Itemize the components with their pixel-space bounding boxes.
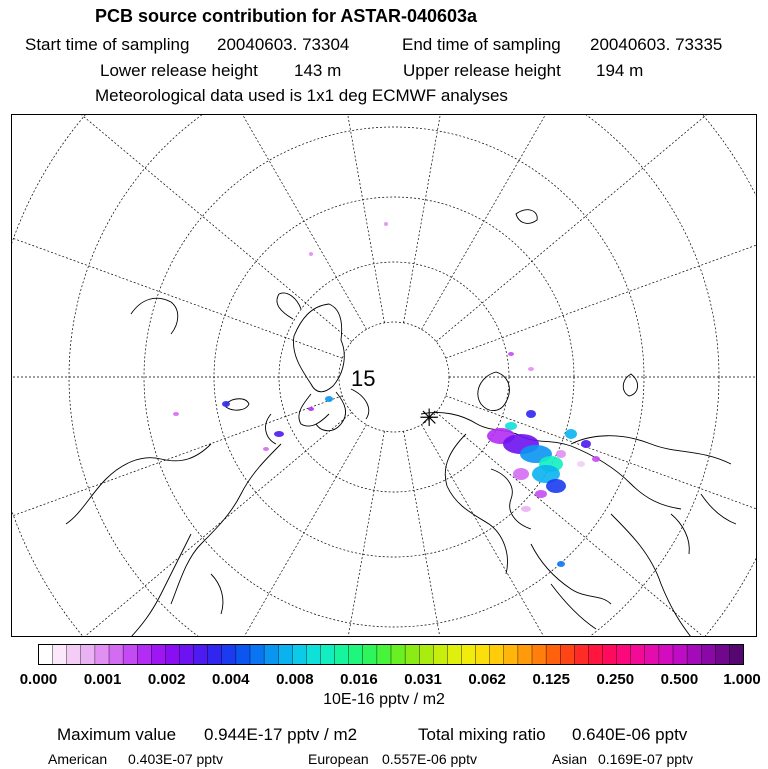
colorbar-tick-label: 0.250 <box>596 671 635 688</box>
colorbar-cell <box>67 645 81 665</box>
colorbar-cell <box>335 645 349 665</box>
colorbar-cell <box>603 645 617 665</box>
plume-cell <box>222 401 230 407</box>
plume-cell <box>535 490 547 498</box>
colorbar-cell <box>292 645 306 665</box>
plume-cell <box>521 506 531 512</box>
plume-cell <box>173 412 179 416</box>
colorbar-cell <box>617 645 631 665</box>
colorbar-cell <box>546 645 560 665</box>
lower-release-value: 143 m <box>294 61 342 80</box>
colorbar-cell <box>673 645 687 665</box>
colorbar-tick-label: 0.500 <box>660 671 699 688</box>
colorbar-cell <box>419 645 433 665</box>
colorbar-cell <box>165 645 179 665</box>
colorbar-cell <box>433 645 447 665</box>
colorbar-cell <box>278 645 292 665</box>
plume-cell <box>384 222 388 226</box>
colorbar-tick-label: 0.000 <box>19 671 58 688</box>
colorbar-cell <box>123 645 137 665</box>
colorbar-cell <box>53 645 67 665</box>
colorbar-cell <box>574 645 588 665</box>
colorbar-cell <box>518 645 532 665</box>
colorbar-cell <box>264 645 278 665</box>
colorbar-cell <box>447 645 461 665</box>
colorbar-cell <box>504 645 518 665</box>
plume-cell <box>309 252 313 256</box>
european-label: European <box>308 751 369 767</box>
colorbar-cell <box>236 645 250 665</box>
colorbar-cell <box>180 645 194 665</box>
colorbar-cell <box>81 645 95 665</box>
plume-cell <box>592 456 600 462</box>
asian-label: Asian <box>552 751 588 767</box>
american-value: 0.403E-07 pptv <box>128 751 223 767</box>
plume-cell <box>565 429 577 439</box>
colorbar-cell <box>687 645 701 665</box>
colorbar-cell <box>349 645 363 665</box>
plume-cell <box>546 479 566 493</box>
colorbar-cell <box>405 645 419 665</box>
plume-cell <box>274 431 284 437</box>
total-mixing-value: 0.640E-06 pptv <box>572 725 688 744</box>
start-time-label: Start time of sampling <box>25 35 190 54</box>
colorbar-tick-label: 0.125 <box>532 671 571 688</box>
colorbar-tick-label: 0.008 <box>276 671 314 688</box>
total-mixing-label: Total mixing ratio <box>418 725 546 744</box>
colorbar-cell <box>321 645 335 665</box>
plume-cell <box>263 447 269 451</box>
plume-cell <box>505 422 517 430</box>
colorbar-tick-label: 0.004 <box>211 671 250 688</box>
colorbar-cell <box>701 645 715 665</box>
end-time-label: End time of sampling <box>402 35 561 54</box>
colorbar-cell <box>151 645 165 665</box>
plume-cell <box>308 407 314 411</box>
colorbar-cell <box>391 645 405 665</box>
start-time-value: 20040603. 73304 <box>217 35 350 54</box>
met-data-line: Meteorological data used is 1x1 deg ECMWF analyses <box>95 86 508 105</box>
colorbar <box>0 640 768 690</box>
colorbar-tick-label: 1.000 <box>723 671 761 688</box>
plume-cell <box>325 396 333 402</box>
colorbar-cell <box>194 645 208 665</box>
upper-release-value: 194 m <box>596 61 644 80</box>
colorbar-cell <box>476 645 490 665</box>
polar-map <box>11 114 757 637</box>
max-value: 0.944E-17 pptv / m2 <box>204 725 358 744</box>
lower-release-label: Lower release height <box>100 61 258 80</box>
plume-cell <box>526 410 536 418</box>
colorbar-tick-label: 0.002 <box>147 671 186 688</box>
colorbar-cell <box>250 645 264 665</box>
american-label: American <box>48 751 108 767</box>
colorbar-cell <box>208 645 222 665</box>
colorbar-tick-label: 0.016 <box>340 671 378 688</box>
plume-cell <box>577 461 585 467</box>
colorbar-unit: 10E-16 pptv / m2 <box>323 691 445 708</box>
plume-cell <box>557 561 565 567</box>
plume-cell <box>528 367 534 371</box>
plot-title: PCB source contribution for ASTAR-040603a <box>95 6 478 26</box>
colorbar-cell <box>222 645 236 665</box>
colorbar-cell <box>631 645 645 665</box>
colorbar-cell <box>560 645 574 665</box>
colorbar-cell <box>659 645 673 665</box>
colorbar-cell <box>462 645 476 665</box>
receptor-marker-icon: ✳ <box>419 404 440 432</box>
colorbar-cell <box>363 645 377 665</box>
colorbar-cell <box>95 645 109 665</box>
colorbar-cell <box>39 645 53 665</box>
colorbar-cell <box>729 645 743 665</box>
colorbar-cell <box>490 645 504 665</box>
colorbar-cell <box>137 645 151 665</box>
plume-cell <box>508 352 514 356</box>
colorbar-cell <box>109 645 123 665</box>
asian-value: 0.169E-07 pptv <box>598 751 693 767</box>
upper-release-label: Upper release height <box>403 61 561 80</box>
plume-cell <box>556 450 566 458</box>
max-value-label: Maximum value <box>57 725 177 744</box>
colorbar-cell <box>532 645 546 665</box>
plume-cell <box>513 468 529 480</box>
colorbar-tick-label: 0.062 <box>468 671 506 688</box>
colorbar-cell <box>645 645 659 665</box>
colorbar-cell <box>377 645 391 665</box>
plume-cell <box>581 440 591 448</box>
end-time-value: 20040603. 73335 <box>590 35 723 54</box>
european-value: 0.557E-06 pptv <box>382 751 477 767</box>
colorbar-cell <box>715 645 729 665</box>
colorbar-cell <box>588 645 602 665</box>
marker-label: 15 <box>351 366 376 391</box>
colorbar-tick-label: 0.031 <box>404 671 442 688</box>
colorbar-cell <box>306 645 320 665</box>
colorbar-tick-label: 0.001 <box>83 671 122 688</box>
